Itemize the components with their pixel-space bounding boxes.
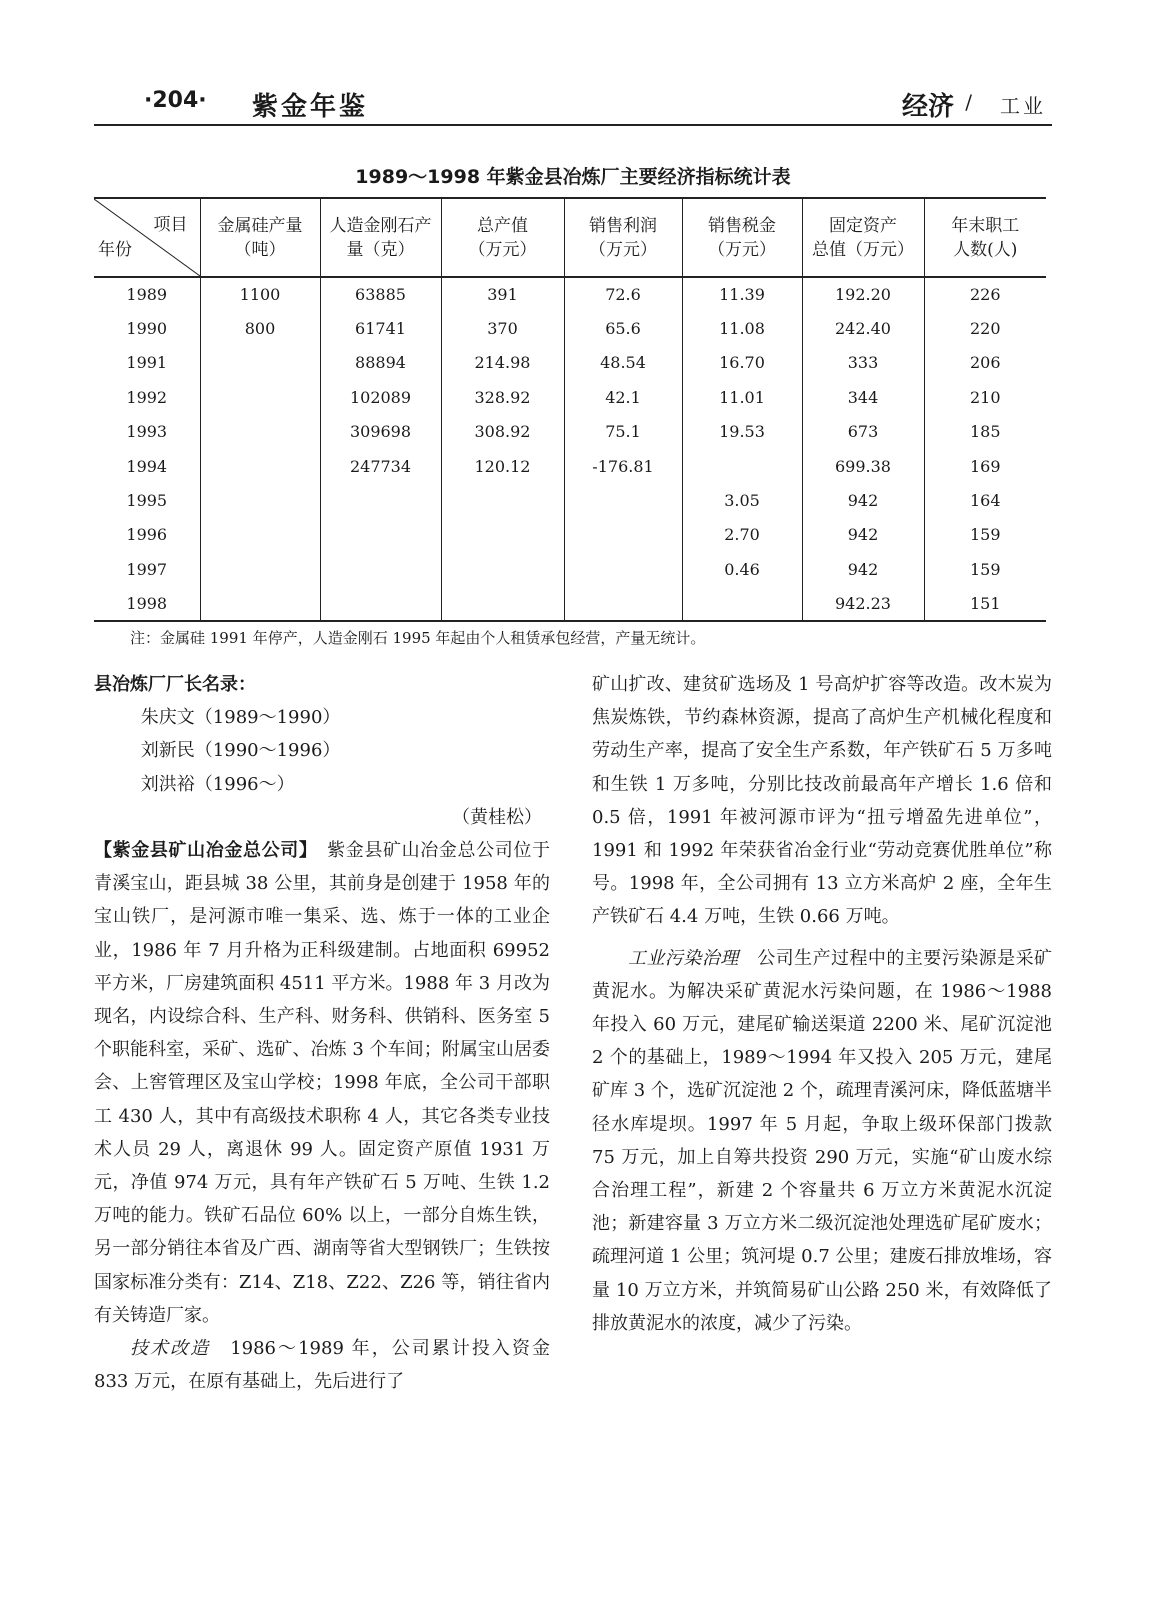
- column-header: 固定资产 总值（万元）: [802, 198, 924, 277]
- statistics-table: [94, 197, 1046, 622]
- year-cell: 1992: [126, 387, 168, 407]
- header-slash: /: [965, 90, 972, 114]
- data-cell: [200, 483, 320, 517]
- tech-continued: 矿山扩改、建贫矿选场及 1 号高炉扩容等改造。改木炭为焦炭炼铁，节约森林资源，提高了高炉生产机械化程度和劳动生产率，提高了安全生产系数，年产铁矿石 5 万多吨和生铁 1 万多吨，分别比技改前最高年产增长 1.6 倍和 0.5 倍，1991 年被河源市评为“扭亏增盈先进单位”，1991 和 1992 年荣获省冶金行业“劳动竞赛优胜单位”称号。1998 年，全公司拥有 13 立方米高炉 2 座，全年生产铁矿石 4.4 万吨，生铁 0.66 万吨。: [592, 674, 1052, 928]
- year-cell: 1996: [126, 525, 168, 545]
- data-cell: [682, 587, 802, 621]
- page-header: [94, 84, 1052, 126]
- data-cell: 333: [802, 346, 924, 380]
- entry-text: 紫金县矿山冶金总公司位于青溪宝山，距县城 38 公里，其前身是创建于 1958 年的宝山铁厂，是河源市唯一集采、选、炼于一体的工业企业，1986 年 7 月升格为正科级建制。占地面积 69952 平方米，厂房建筑面积 4511 平方米。1988 年 3 月改为现名，内设综合科、生产科、财务科、供销科、医务室 5 个职能科室，采矿、选矿、冶炼 3 个车间；附属宝山居委会、上窖管理区及宝山学校；1998 年底，全公司干部职工 430 人，其中有高级技术职称 4 人，其它各类专业技术人员 29 人，离退休 99 人。固定资产原值 1931 万元，净值 974 万元，具有年产铁矿石 5 万吨、生铁 1.2 万吨的能力。铁矿石品位 60% 以上，一部分自炼生铁，另一部分销往本省及广西、湖南等省大型钢铁厂；生铁按国家标准分类有：Z14、Z18、Z22、Z26 等，销往省内有关铸造厂家。: [94, 840, 550, 1326]
- page-number: ·204·: [144, 88, 207, 113]
- corner-header-cell: [94, 198, 200, 277]
- data-cell: [564, 518, 682, 552]
- data-cell: 308.92: [441, 415, 564, 449]
- data-cell: 159: [924, 518, 1046, 552]
- data-cell: 102089: [320, 380, 441, 414]
- data-cell: 1100: [200, 277, 320, 311]
- data-cell: [320, 518, 441, 552]
- year-cell: 1997: [126, 559, 168, 579]
- data-cell: 75.1: [564, 415, 682, 449]
- table-row: [94, 346, 1046, 380]
- data-cell: 673: [802, 415, 924, 449]
- data-cell: 19.53: [682, 415, 802, 449]
- table-row: [94, 518, 1046, 552]
- data-cell: -176.81: [564, 449, 682, 483]
- data-cell: 942: [802, 552, 924, 586]
- data-cell: 159: [924, 552, 1046, 586]
- data-cell: 226: [924, 277, 1046, 311]
- year-cell: 1995: [126, 491, 168, 511]
- data-cell: [200, 518, 320, 552]
- right-column: [592, 668, 1052, 1340]
- data-cell: 65.6: [564, 311, 682, 345]
- pollution-text: 公司生产过程中的主要污染源是采矿黄泥水。为解决采矿黄泥水污染问题，在 1986～1988 年投入 60 万元，建尾矿输送渠道 2200 米、尾矿沉淀池 2 个的基础上，1989～1994 年又投入 205 万元，建尾矿库 3 个，选矿沉淀池 2 个，疏理青溪河床，降低蓝塘半径水库堤坝。1997 年 5 月起，争取上级环保部门拨款 75 万元，加上自筹共投资 290 万元，实施“矿山废水综合治理工程”，新建 2 个容量共 6 万立方米黄泥水沉淀池；新建容量 3 万立方米二级沉淀池处理选矿尾矿废水；疏理河道 1 公里；筑河堤 0.7 公里；建废石排放堆场，容量 10 万立方米，并筑简易矿山公路 250 米，有效降低了排放黄泥水的浓度，减少了污染。: [592, 947, 1053, 1334]
- data-cell: [564, 552, 682, 586]
- data-cell: [200, 380, 320, 414]
- left-column: [94, 668, 550, 1398]
- table-title: 1989～1998 年紫金县冶炼厂主要经济指标统计表: [355, 166, 791, 188]
- data-cell: 391: [441, 277, 564, 311]
- data-cell: 0.46: [682, 552, 802, 586]
- table-row: [94, 552, 1046, 586]
- data-cell: 164: [924, 483, 1046, 517]
- director-list-title: 县冶炼厂厂长名录：: [94, 674, 256, 695]
- data-cell: [682, 449, 802, 483]
- table-row: [94, 380, 1046, 414]
- data-cell: 11.39: [682, 277, 802, 311]
- data-cell: 328.92: [441, 380, 564, 414]
- data-cell: 2.70: [682, 518, 802, 552]
- tech-text: 1986～1989 年，公司累计投入资金 833 万元，在原有基础上，先后进行了: [94, 1338, 551, 1393]
- data-cell: [200, 552, 320, 586]
- column-header: 销售税金 （万元）: [682, 198, 802, 277]
- data-cell: 220: [924, 311, 1046, 345]
- data-cell: 242.40: [802, 311, 924, 345]
- pollution-paragraph: [592, 942, 1052, 1340]
- data-cell: 169: [924, 449, 1046, 483]
- year-cell: 1990: [126, 319, 168, 339]
- data-cell: 214.98: [441, 346, 564, 380]
- table-row: [94, 277, 1046, 311]
- director-name: 朱庆文（1989～1990）: [140, 707, 341, 729]
- tech-heading: 技术改造: [130, 1338, 211, 1360]
- director-name: 刘新民（1990～1996）: [140, 740, 341, 762]
- table-row: [94, 449, 1046, 483]
- data-cell: [320, 552, 441, 586]
- data-cell: 48.54: [564, 346, 682, 380]
- data-cell: 800: [200, 311, 320, 345]
- data-cell: 344: [802, 380, 924, 414]
- data-cell: [564, 483, 682, 517]
- data-cell: 72.6: [564, 277, 682, 311]
- data-cell: 247734: [320, 449, 441, 483]
- entry-paragraph: [94, 834, 550, 1332]
- data-cell: 699.38: [802, 449, 924, 483]
- data-cell: 210: [924, 380, 1046, 414]
- data-cell: [441, 483, 564, 517]
- data-cell: 11.08: [682, 311, 802, 345]
- column-header: 总产值 （万元）: [441, 198, 564, 277]
- data-cell: [320, 483, 441, 517]
- data-cell: 309698: [320, 415, 441, 449]
- column-header: 人造金刚石产 量（克）: [320, 198, 441, 277]
- data-cell: [320, 587, 441, 621]
- data-cell: [441, 587, 564, 621]
- book-title: 紫金年鉴: [252, 92, 369, 122]
- table-header-row: [94, 198, 1046, 277]
- data-cell: 942: [802, 518, 924, 552]
- data-cell: [200, 587, 320, 621]
- column-header: 销售利润 （万元）: [564, 198, 682, 277]
- corner-label-year: 年份: [98, 240, 132, 260]
- corner-label-item: 项目: [153, 215, 188, 235]
- data-cell: [200, 415, 320, 449]
- data-cell: 370: [441, 311, 564, 345]
- column-header: 金属硅产量 （吨）: [200, 198, 320, 277]
- subsection-title: 工业: [1000, 94, 1046, 118]
- table-note: 注：金属硅 1991 年停产，人造金刚石 1995 年起由个人租赁承包经营，产量无统计。: [130, 629, 706, 647]
- data-cell: 61741: [320, 311, 441, 345]
- data-cell: 185: [924, 415, 1046, 449]
- pollution-heading: 工业污染治理: [628, 947, 739, 969]
- data-cell: 3.05: [682, 483, 802, 517]
- data-cell: 120.12: [441, 449, 564, 483]
- director-name: 刘洪裕（1996～）: [140, 773, 295, 795]
- data-cell: 88894: [320, 346, 441, 380]
- year-cell: 1989: [126, 285, 168, 305]
- data-cell: 942.23: [802, 587, 924, 621]
- data-cell: 206: [924, 346, 1046, 380]
- data-cell: 192.20: [802, 277, 924, 311]
- table-row: [94, 483, 1046, 517]
- section-title: 经济: [901, 92, 954, 122]
- table-row: [94, 311, 1046, 345]
- data-cell: 11.01: [682, 380, 802, 414]
- year-cell: 1998: [94, 587, 200, 621]
- year-cell: 1991: [126, 353, 168, 373]
- data-cell: 942: [802, 483, 924, 517]
- data-cell: 63885: [320, 277, 441, 311]
- data-cell: [200, 346, 320, 380]
- data-cell: 151: [924, 587, 1046, 621]
- entry-heading: 【紫金县矿山冶金总公司】: [94, 840, 309, 862]
- data-cell: 42.1: [564, 380, 682, 414]
- table-row: [94, 587, 1046, 621]
- year-cell: 1994: [126, 456, 168, 476]
- year-cell: 1993: [126, 422, 168, 442]
- data-cell: [441, 518, 564, 552]
- data-cell: [564, 587, 682, 621]
- table-row: [94, 415, 1046, 449]
- author-credit: （黄桂松）: [452, 806, 542, 828]
- data-cell: [441, 552, 564, 586]
- data-cell: [200, 449, 320, 483]
- data-cell: 16.70: [682, 346, 802, 380]
- tech-paragraph: [94, 1332, 550, 1398]
- column-header: 年末职工 人数(人): [924, 198, 1046, 277]
